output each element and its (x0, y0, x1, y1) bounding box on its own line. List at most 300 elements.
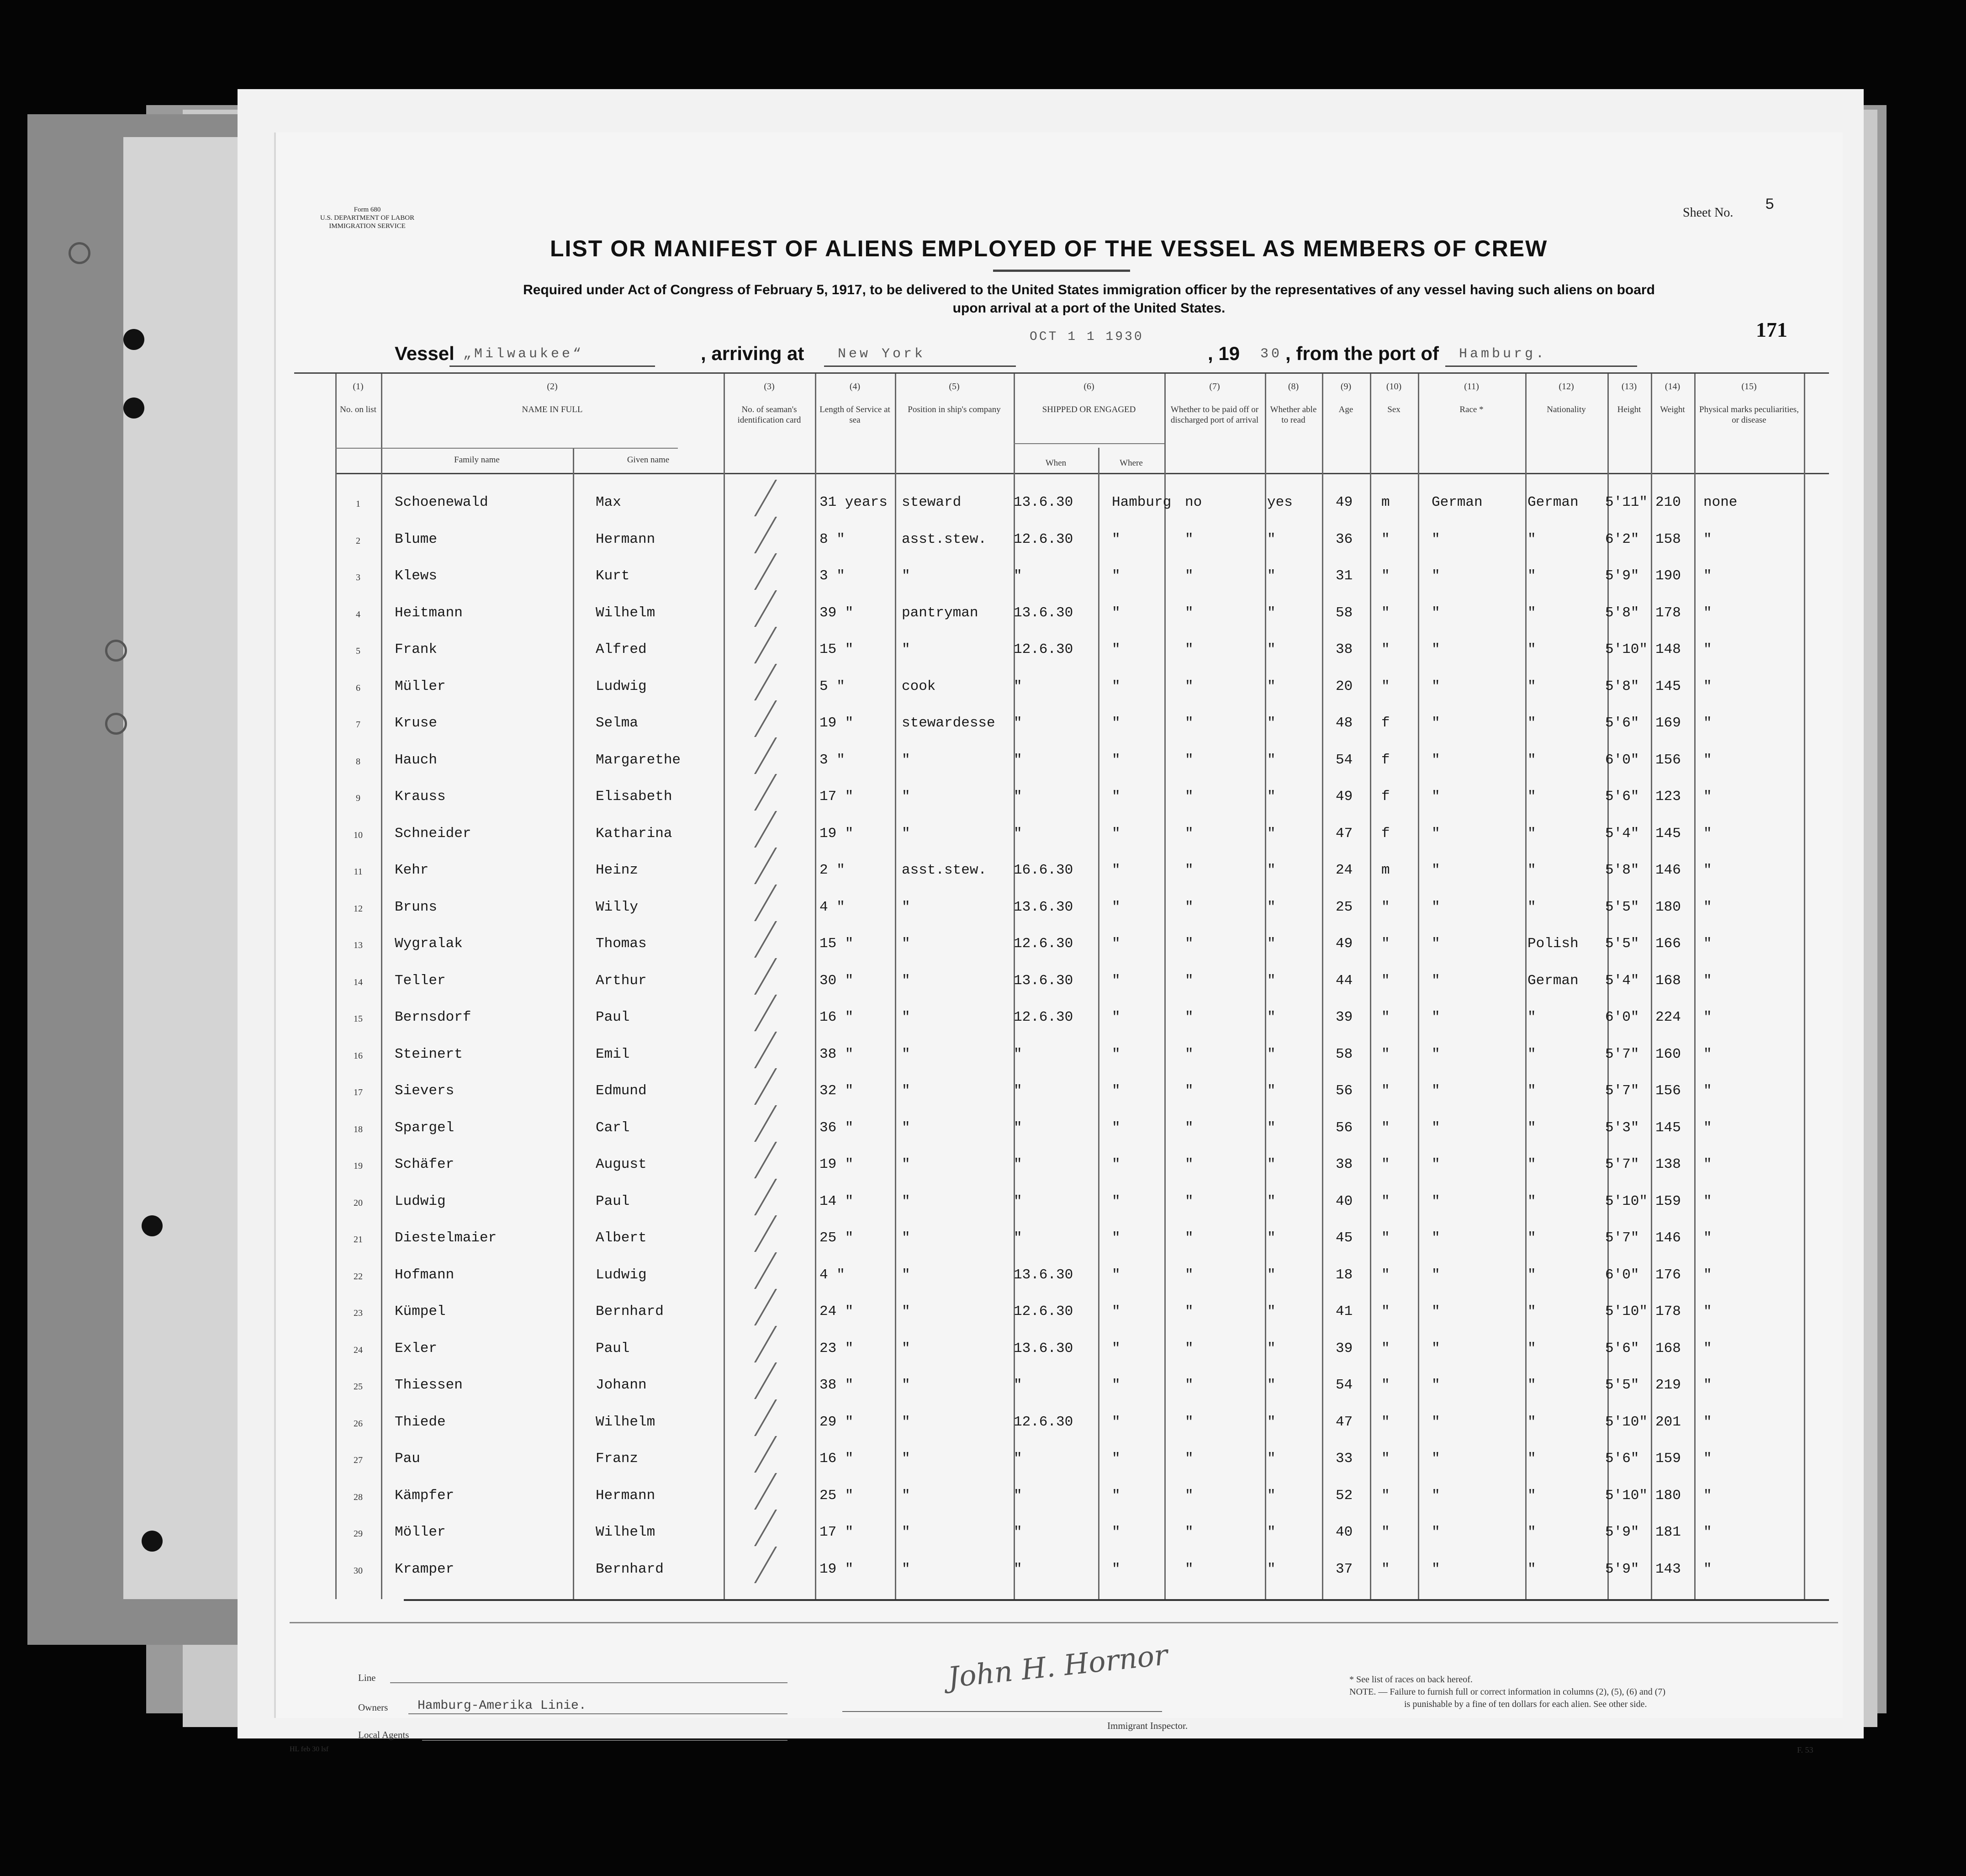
cell-when: " (1014, 1156, 1022, 1172)
cell-race: " (1432, 1487, 1440, 1504)
cell-service: 19 " (819, 1156, 854, 1172)
cell-service: 15 " (819, 936, 854, 952)
cell-given: Hermann (596, 531, 655, 547)
cell-marks: " (1703, 1340, 1712, 1357)
cell-where: " (1112, 1119, 1120, 1136)
cell-service: 24 " (819, 1304, 854, 1320)
cell-height: 5'6" (1605, 715, 1639, 731)
cell-nat: Polish (1527, 936, 1579, 952)
cell-age: 54 (1336, 752, 1353, 768)
cell-position: " (902, 1524, 910, 1540)
cell-when: " (1014, 1487, 1022, 1504)
cell-read: " (1267, 862, 1276, 878)
cell-family: Heitmann (395, 604, 463, 621)
cell-race: " (1432, 568, 1440, 584)
subcolumn-divider (1098, 448, 1099, 1599)
cell-nat: " (1527, 1524, 1536, 1540)
cell-family: Schäfer (395, 1156, 455, 1172)
cell-given: Max (596, 494, 621, 510)
cell-sex: " (1381, 1304, 1390, 1320)
cell-when: 12.6.30 (1014, 641, 1073, 657)
cell-position: " (902, 641, 910, 657)
cell-sex: f (1381, 715, 1390, 731)
cell-family: Kämpfer (395, 1487, 455, 1504)
cell-sex: " (1381, 1561, 1390, 1577)
column-header-label: Race * (1459, 405, 1484, 414)
row-number: 30 (354, 1565, 363, 1576)
column-divider (815, 374, 816, 1599)
cell-age: 47 (1336, 825, 1353, 842)
cell-height: 6'0" (1605, 1009, 1639, 1025)
name-subheader-line (335, 448, 678, 449)
cell-marks: " (1703, 1414, 1712, 1430)
column-number: (15) (1741, 382, 1757, 392)
cell-where: " (1112, 678, 1120, 694)
cell-position: cook (902, 678, 936, 694)
column-header-label: No. of seaman's identification card (737, 405, 801, 425)
cell-race: " (1432, 1451, 1440, 1467)
cell-marks: " (1703, 1524, 1712, 1540)
form-header (312, 206, 422, 230)
cell-weight: 158 (1655, 531, 1681, 547)
cell-marks: " (1703, 1156, 1712, 1172)
cell-marks: " (1703, 1267, 1712, 1283)
cell-position: " (902, 1230, 910, 1246)
checkmark-icon (727, 1289, 777, 1325)
cell-when: " (1014, 789, 1022, 805)
cell-when: " (1014, 1524, 1022, 1540)
cell-race: German (1432, 494, 1483, 510)
sheet-number: 5 (1765, 196, 1775, 214)
cell-given: Emil (596, 1046, 630, 1062)
cell-family: Spargel (395, 1119, 455, 1136)
cell-marks: " (1703, 936, 1712, 952)
row-number: 11 (354, 867, 363, 877)
cell-family: Kruse (395, 715, 438, 731)
cell-race: " (1432, 1193, 1440, 1209)
cell-height: 5'10" (1605, 641, 1648, 657)
checkmark-icon (727, 553, 777, 590)
cell-when: 13.6.30 (1014, 1340, 1073, 1357)
checkmark-icon (727, 590, 777, 627)
cell-read: " (1267, 1487, 1276, 1504)
checkmark-icon (727, 1473, 777, 1510)
cell-read: " (1267, 936, 1276, 952)
cell-nat: " (1527, 1230, 1536, 1246)
row-number: 13 (354, 940, 363, 950)
cell-given: Katharina (596, 825, 672, 842)
cell-marks: " (1703, 789, 1712, 805)
cell-given: Paul (596, 1340, 630, 1357)
cell-weight: 143 (1655, 1561, 1681, 1577)
checkmark-icon (727, 480, 777, 516)
cell-age: 40 (1336, 1524, 1353, 1540)
row-number: 7 (356, 720, 360, 730)
cell-weight: 138 (1655, 1156, 1681, 1172)
cell-paid: " (1185, 1193, 1194, 1209)
cell-read: " (1267, 1046, 1276, 1062)
cell-position: " (902, 972, 910, 989)
cell-height: 5'8" (1605, 862, 1639, 878)
page-number: 171 (1756, 318, 1787, 341)
cell-nat: " (1527, 1304, 1536, 1320)
cell-height: 6'0" (1605, 1267, 1639, 1283)
cell-sex: " (1381, 1524, 1390, 1540)
owners-label: Owners (358, 1702, 388, 1713)
cell-read: " (1267, 1377, 1276, 1393)
cell-nat: " (1527, 1119, 1536, 1136)
cell-paid: " (1185, 1340, 1194, 1357)
cell-given: Carl (596, 1119, 630, 1136)
cell-sex: " (1381, 1414, 1390, 1430)
ring-hole-icon (105, 640, 127, 662)
cell-position: " (902, 936, 910, 952)
checkmark-icon (727, 885, 777, 921)
cell-when: " (1014, 568, 1022, 584)
cell-weight: 190 (1655, 568, 1681, 584)
table-top-border (294, 372, 1829, 374)
cell-weight: 146 (1655, 862, 1681, 878)
cell-race: " (1432, 1009, 1440, 1025)
column-number: (6) (1083, 382, 1094, 392)
line-underline (390, 1682, 787, 1683)
column-header-label: Height (1617, 405, 1641, 414)
cell-weight: 145 (1655, 825, 1681, 842)
cell-family: Hofmann (395, 1267, 455, 1283)
row-number: 12 (354, 903, 363, 914)
cell-marks: " (1703, 568, 1712, 584)
row-number: 24 (354, 1345, 363, 1355)
column-header-label: Weight (1660, 405, 1685, 414)
cell-service: 17 " (819, 1524, 854, 1540)
cell-nat: German (1527, 972, 1579, 989)
cell-where: " (1112, 1414, 1120, 1430)
cell-sex: " (1381, 1377, 1390, 1393)
cell-service: 16 " (819, 1009, 854, 1025)
cell-paid: " (1185, 568, 1194, 584)
row-number: 9 (356, 793, 360, 803)
cell-where: " (1112, 641, 1120, 657)
cell-race: " (1432, 1340, 1440, 1357)
cell-family: Teller (395, 972, 446, 989)
cell-paid: " (1185, 899, 1194, 915)
column-header-label: Physical marks peculiarities, or disease (1699, 405, 1799, 425)
cell-position: " (902, 752, 910, 768)
cell-family: Steinert (395, 1046, 463, 1062)
cell-read: " (1267, 568, 1276, 584)
cell-when: " (1014, 752, 1022, 768)
cell-when: 13.6.30 (1014, 972, 1073, 989)
cell-paid: " (1185, 825, 1194, 842)
cell-weight: 180 (1655, 1487, 1681, 1504)
shipped-subheader-line (1014, 443, 1164, 444)
cell-position: stewardesse (902, 715, 995, 731)
cell-race: " (1432, 1046, 1440, 1062)
cell-race: " (1432, 789, 1440, 805)
cell-given: Selma (596, 715, 639, 731)
cell-paid: " (1185, 1267, 1194, 1283)
row-number: 26 (354, 1418, 363, 1429)
punch-hole-icon (123, 329, 144, 350)
cell-where: " (1112, 1304, 1120, 1320)
checkmark-icon (727, 1362, 777, 1399)
cell-family: Thiede (395, 1414, 446, 1430)
vessel-label: Vessel (395, 343, 455, 364)
cell-height: 5'6" (1605, 789, 1639, 805)
cell-position: " (902, 1156, 910, 1172)
cell-when: " (1014, 678, 1022, 694)
cell-read: " (1267, 1267, 1276, 1283)
cell-read: " (1267, 1451, 1276, 1467)
cell-when: 12.6.30 (1014, 531, 1073, 547)
cell-service: 39 " (819, 604, 854, 621)
cell-sex: " (1381, 1487, 1390, 1504)
cell-height: 5'5" (1605, 936, 1639, 952)
cell-where: " (1112, 1267, 1120, 1283)
column-number: (13) (1621, 382, 1637, 392)
cell-marks: " (1703, 899, 1712, 915)
from-port: Hamburg. (1459, 346, 1547, 362)
table-bottom-border (404, 1599, 1829, 1601)
cell-age: 40 (1336, 1193, 1353, 1209)
cell-when: 13.6.30 (1014, 1267, 1073, 1283)
cell-sex: " (1381, 1193, 1390, 1209)
cell-service: 25 " (819, 1230, 854, 1246)
checkmark-icon (727, 737, 777, 774)
column-subheader-label: When (1045, 458, 1067, 468)
column-subheader-label: Where (1120, 458, 1143, 468)
cell-marks: " (1703, 1193, 1712, 1209)
cell-race: " (1432, 1156, 1440, 1172)
cell-age: 31 (1336, 568, 1353, 584)
year-prefix: , 19 (1208, 343, 1240, 364)
cell-weight: 159 (1655, 1451, 1681, 1467)
cell-when: " (1014, 1451, 1022, 1467)
cell-height: 5'10" (1605, 1304, 1648, 1320)
cell-race: " (1432, 752, 1440, 768)
column-divider (1418, 374, 1419, 1599)
checkmark-icon (727, 1215, 777, 1252)
cell-nat: " (1527, 1414, 1536, 1430)
cell-race: " (1432, 1414, 1440, 1430)
cell-when: 12.6.30 (1014, 1304, 1073, 1320)
cell-service: 2 " (819, 862, 845, 878)
cell-family: Kümpel (395, 1304, 446, 1320)
cell-height: 5'4" (1605, 972, 1639, 989)
cell-nat: " (1527, 752, 1536, 768)
cell-where: " (1112, 1156, 1120, 1172)
cell-age: 49 (1336, 936, 1353, 952)
cell-race: " (1432, 1304, 1440, 1320)
cell-sex: " (1381, 1009, 1390, 1025)
cell-when: 13.6.30 (1014, 494, 1073, 510)
column-divider (1804, 374, 1805, 1599)
cell-nat: " (1527, 1377, 1536, 1393)
cell-given: Hermann (596, 1487, 655, 1504)
column-divider (1265, 374, 1266, 1599)
cell-marks: " (1703, 1304, 1712, 1320)
cell-nat: " (1527, 678, 1536, 694)
cell-family: Ludwig (395, 1193, 446, 1209)
cell-weight: 178 (1655, 604, 1681, 621)
cell-service: 19 " (819, 1561, 854, 1577)
column-header-label: Length of Service at sea (819, 405, 890, 425)
row-number: 1 (356, 499, 360, 509)
cell-paid: " (1185, 1487, 1194, 1504)
cell-where: " (1112, 531, 1120, 547)
cell-race: " (1432, 899, 1440, 915)
punch-hole-icon (123, 397, 144, 419)
cell-marks: " (1703, 752, 1712, 768)
cell-where: " (1112, 715, 1120, 731)
column-number: (1) (353, 382, 364, 392)
page-subtitle (358, 281, 1820, 318)
cell-paid: " (1185, 678, 1194, 694)
row-number: 20 (354, 1198, 363, 1208)
cell-marks: " (1703, 825, 1712, 842)
row-number: 23 (354, 1308, 363, 1318)
cell-read: " (1267, 1193, 1276, 1209)
cell-given: Kurt (596, 568, 630, 584)
cell-paid: " (1185, 1156, 1194, 1172)
cell-race: " (1432, 862, 1440, 878)
cell-read: " (1267, 789, 1276, 805)
cell-position: " (902, 789, 910, 805)
cell-family: Hauch (395, 752, 438, 768)
column-number: (10) (1386, 382, 1402, 392)
row-number: 8 (356, 756, 360, 767)
owners-underline (408, 1713, 787, 1714)
cell-read: " (1267, 1561, 1276, 1577)
checkmark-icon (727, 848, 777, 884)
cell-family: Wygralak (395, 936, 463, 952)
cell-sex: " (1381, 1156, 1390, 1172)
cell-position: " (902, 1046, 910, 1062)
cell-given: Paul (596, 1193, 630, 1209)
cell-read: " (1267, 1340, 1276, 1357)
cell-service: 5 " (819, 678, 845, 694)
cell-given: Franz (596, 1451, 639, 1467)
cell-sex: " (1381, 604, 1390, 621)
cell-when: " (1014, 715, 1022, 731)
cell-age: 48 (1336, 715, 1353, 731)
cell-weight: 210 (1655, 494, 1681, 510)
column-divider (1525, 374, 1527, 1599)
cell-family: Schneider (395, 825, 471, 842)
cell-given: Paul (596, 1009, 630, 1025)
checkmark-icon (727, 1436, 777, 1473)
cell-paid: " (1185, 1561, 1194, 1577)
cell-height: 5'9" (1605, 1524, 1639, 1540)
cell-service: 19 " (819, 825, 854, 842)
cell-paid: " (1185, 1377, 1194, 1393)
column-header-label: Position in ship's company (908, 405, 1001, 414)
ring-hole-icon (105, 713, 127, 735)
vessel-underline (449, 366, 655, 367)
cell-age: 47 (1336, 1414, 1353, 1430)
cell-read: " (1267, 641, 1276, 657)
cell-when: " (1014, 1230, 1022, 1246)
cell-given: Ludwig (596, 1267, 647, 1283)
checkmark-icon (727, 995, 777, 1031)
subtitle-line1: Required under Act of Congress of February 5, 1917, to be delivered to the United States immigration officer by the representatives of any vessel having such aliens on board (523, 282, 1655, 297)
print-code: HL feb 30 lsf (290, 1745, 329, 1753)
cell-weight: 219 (1655, 1377, 1681, 1393)
cell-paid: " (1185, 972, 1194, 989)
cell-nat: " (1527, 1083, 1536, 1099)
cell-service: 14 " (819, 1193, 854, 1209)
cell-where: " (1112, 1230, 1120, 1246)
cell-weight: 169 (1655, 715, 1681, 731)
cell-weight: 156 (1655, 1083, 1681, 1099)
cell-when: 12.6.30 (1014, 1009, 1073, 1025)
cell-race: " (1432, 641, 1440, 657)
cell-family: Kramper (395, 1561, 455, 1577)
column-header-label: Whether to be paid off or discharged port of arrival (1170, 405, 1259, 425)
checkmark-icon (727, 517, 777, 553)
footnote-fine: is punishable by a fine of ten dollars for each alien. See other side. (1404, 1699, 1647, 1709)
cell-paid: " (1185, 715, 1194, 731)
checkmark-icon (727, 1326, 777, 1362)
cell-paid: no (1185, 494, 1202, 510)
cell-height: 5'10" (1605, 1193, 1648, 1209)
cell-age: 49 (1336, 789, 1353, 805)
cell-weight: 178 (1655, 1304, 1681, 1320)
cell-service: 38 " (819, 1046, 854, 1062)
row-number: 21 (354, 1235, 363, 1245)
cell-given: Ludwig (596, 678, 647, 694)
row-number: 10 (354, 830, 363, 840)
cell-nat: German (1527, 494, 1579, 510)
cell-position: " (902, 1340, 910, 1357)
cell-family: Thiessen (395, 1377, 463, 1393)
cell-height: 5'7" (1605, 1230, 1639, 1246)
from-label: , from the port of (1285, 343, 1439, 364)
department: U.S. DEPARTMENT OF LABOR (320, 214, 415, 222)
cell-when: 16.6.30 (1014, 862, 1073, 878)
cell-height: 5'10" (1605, 1414, 1648, 1430)
cell-when: " (1014, 825, 1022, 842)
cell-paid: " (1185, 1230, 1194, 1246)
cell-read: " (1267, 531, 1276, 547)
checkmark-icon (727, 1179, 777, 1215)
cell-service: 4 " (819, 1267, 845, 1283)
cell-age: 20 (1336, 678, 1353, 694)
cell-when: " (1014, 1046, 1022, 1062)
cell-sex: " (1381, 1230, 1390, 1246)
cell-service: 3 " (819, 752, 845, 768)
cell-sex: " (1381, 1267, 1390, 1283)
cell-height: 5'8" (1605, 678, 1639, 694)
column-divider (381, 374, 382, 1599)
cell-weight: 146 (1655, 1230, 1681, 1246)
cell-read: " (1267, 1156, 1276, 1172)
cell-service: 4 " (819, 899, 845, 915)
cell-height: 5'6" (1605, 1340, 1639, 1357)
footnote-note: NOTE. — Failure to furnish full or correct information in columns (2), (5), (6) and (7) (1349, 1687, 1666, 1697)
checkmark-icon (727, 1142, 777, 1178)
cell-weight: 145 (1655, 678, 1681, 694)
cell-family: Blume (395, 531, 438, 547)
cell-paid: " (1185, 789, 1194, 805)
cell-position: " (902, 1304, 910, 1320)
cell-age: 38 (1336, 641, 1353, 657)
column-divider (335, 374, 337, 1599)
cell-race: " (1432, 1524, 1440, 1540)
cell-service: 3 " (819, 568, 845, 584)
row-number: 3 (356, 572, 360, 583)
cell-nat: " (1527, 604, 1536, 621)
